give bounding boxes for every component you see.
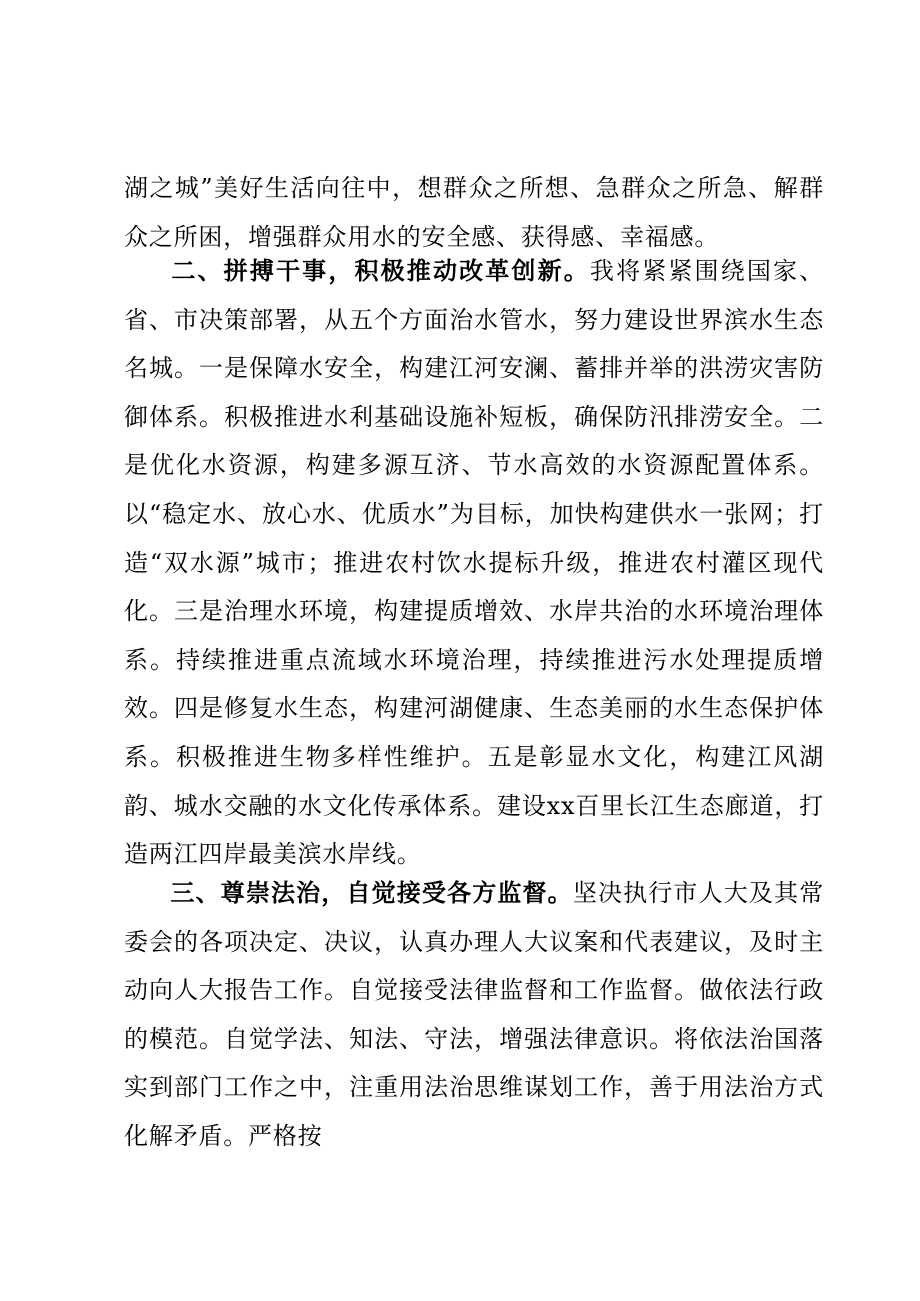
paragraph-body: 湖之城”美好生活向往中，想群众之所想、急群众之所急、解群众之所困，增强群众用水的安全感、获得感、幸福感。 (124, 174, 824, 251)
paragraph-reform-innovation (124, 247, 824, 879)
paragraph-rule-of-law (124, 869, 824, 1161)
paragraph-heading: 三、尊崇法治，自觉接受各方监督。 (170, 879, 573, 907)
paragraph-heading: 二、拼搏干事，积极推动改革创新。 (170, 257, 590, 285)
paragraph-body: 坚决执行市人大及其常委会的各项决定、决议，认真办理人大议案和代表建议，及时主动向人大报告工作。自觉接受法律监督和工作监督。做依法行政的模范。自觉学法、知法、守法，增强法律意识。将依法治国落实到部门工作之中，注重用法治思维谋划工作，善于用法治方式化解矛盾。严格按 (124, 879, 824, 1150)
paragraph-body: 我将紧紧围绕国家、省、市决策部署，从五个方面治水管水，努力建设世界滨水生态名城。一是保障水安全，构建江河安澜、蓄排并举的洪涝灾害防御体系。积极推进水利基础设施补短板，确保防汛排涝安全。二是优化水资源，构建多源互济、节水高效的水资源配置体系。以“稳定水、放心水、优质水”为目标，加快构建供水一张网；打造“双水源”城市；推进农村饮水提标升级，推进农村灌区现代化。三是治理水环境，构建提质增效、水岸共治的水环境治理体系。持续推进重点流域水环境治理，持续推进污水处理提质增效。四是修复水生态，构建河湖健康、生态美丽的水生态保护体系。积极推进生物多样性维护。五是彰显水文化，构建江风湖韵、城水交融的水文化传承体系。建设xx百里长江生态廊道，打造两江四岸最美滨水岸线。 (124, 257, 824, 869)
